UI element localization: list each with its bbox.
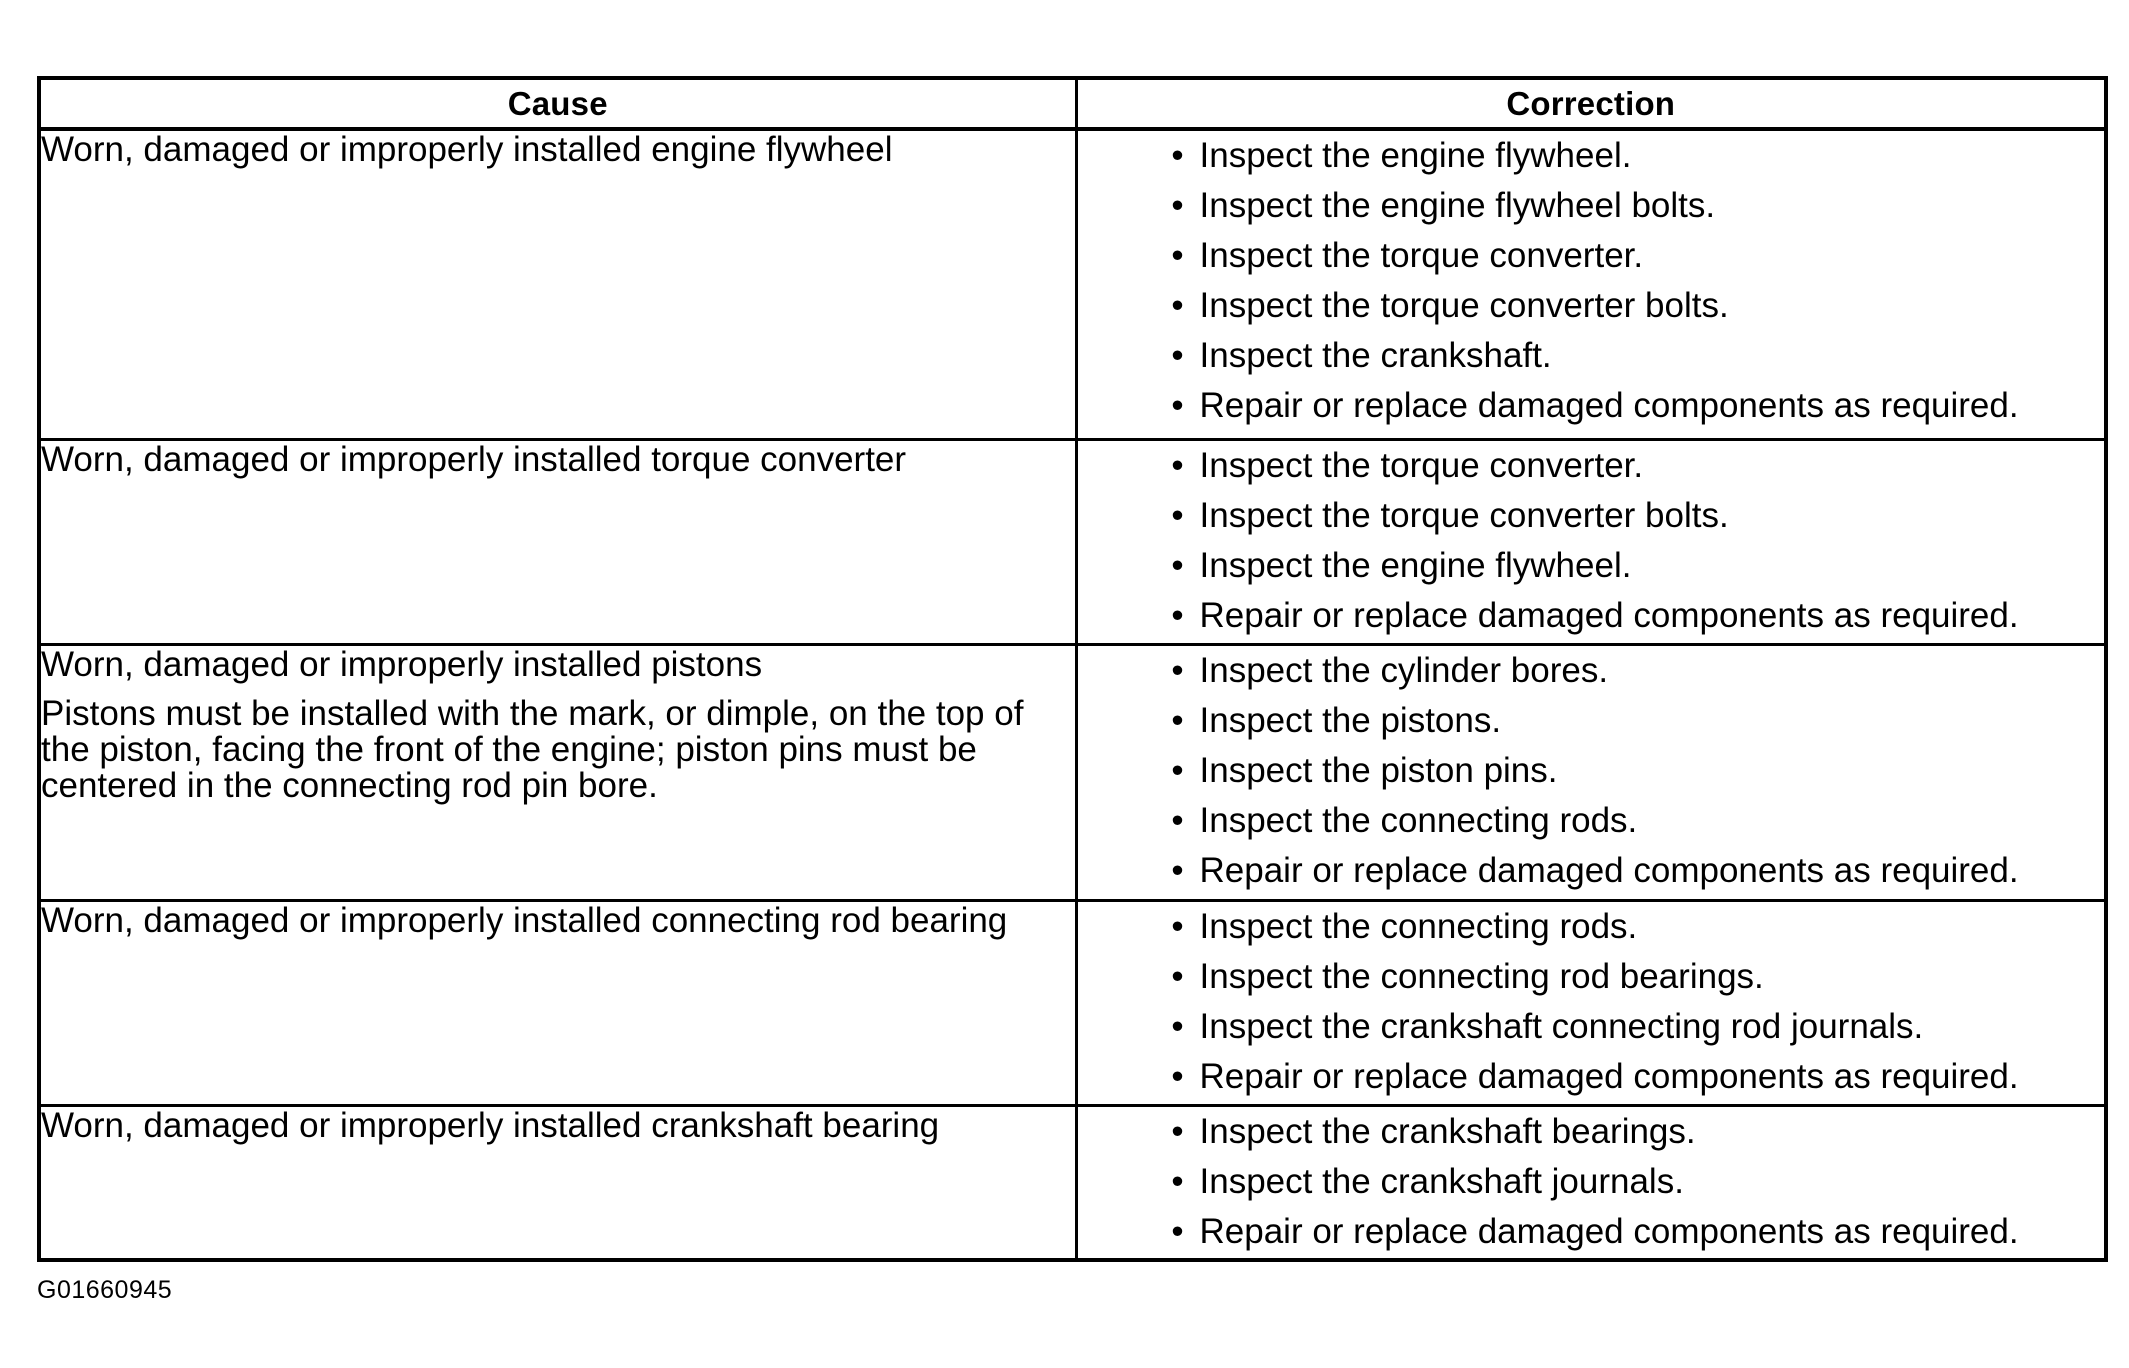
list-item xyxy=(1078,491,2105,541)
bullet-icon: • xyxy=(1171,650,1184,690)
correction-text: Repair or replace damaged components as required. xyxy=(1199,1056,2019,1096)
correction-cell xyxy=(1076,439,2106,644)
bullet-icon: • xyxy=(1171,495,1184,535)
cause-text: Worn, damaged or improperly installed engine flywheel xyxy=(41,130,893,169)
correction-text: Inspect the connecting rods. xyxy=(1199,906,1638,946)
table-row xyxy=(39,644,2106,900)
table-header-row xyxy=(39,78,2106,129)
bullet-icon: • xyxy=(1171,386,1184,425)
list-item xyxy=(1078,331,2105,381)
bullet-icon: • xyxy=(1171,336,1184,375)
correction-text: Inspect the torque converter. xyxy=(1199,236,1644,275)
correction-text: Repair or replace damaged components as required. xyxy=(1199,595,2019,635)
bullet-icon: • xyxy=(1171,186,1184,225)
table-row xyxy=(39,1105,2106,1260)
bullet-icon: • xyxy=(1171,956,1184,996)
correction-cell xyxy=(1076,129,2106,439)
diagnostic-table xyxy=(37,76,2108,1262)
correction-text: Inspect the engine flywheel bolts. xyxy=(1199,186,1716,225)
bullet-icon: • xyxy=(1171,850,1184,890)
correction-list xyxy=(1078,646,2105,896)
bullet-icon: • xyxy=(1171,1211,1184,1251)
list-item xyxy=(1078,646,2105,696)
list-item xyxy=(1078,902,2105,952)
cause-cell xyxy=(39,1105,1076,1260)
correction-text: Inspect the piston pins. xyxy=(1199,750,1558,790)
correction-text: Inspect the crankshaft bearings. xyxy=(1199,1111,1696,1151)
list-item xyxy=(1078,696,2105,746)
list-item xyxy=(1078,1157,2105,1207)
correction-text: Inspect the crankshaft journals. xyxy=(1199,1161,1684,1201)
list-item xyxy=(1078,131,2105,181)
table-row xyxy=(39,900,2106,1105)
bullet-icon: • xyxy=(1171,236,1184,275)
cause-text: Worn, damaged or improperly installed torque converter xyxy=(41,439,907,479)
correction-column-header: Correction xyxy=(1076,78,2106,129)
cause-cell xyxy=(39,644,1076,900)
cause-cell xyxy=(39,129,1076,439)
correction-text: Inspect the crankshaft. xyxy=(1199,336,1552,375)
list-item xyxy=(1078,846,2105,896)
bullet-icon: • xyxy=(1171,700,1184,740)
list-item xyxy=(1078,952,2105,1002)
correction-text: Inspect the torque converter bolts. xyxy=(1199,495,1729,535)
bullet-icon: • xyxy=(1171,800,1184,840)
correction-list xyxy=(1078,902,2105,1102)
cause-column-header: Cause xyxy=(39,78,1076,129)
correction-text: Repair or replace damaged components as required. xyxy=(1199,386,2019,425)
table-row xyxy=(39,439,2106,644)
list-item xyxy=(1078,181,2105,231)
bullet-icon: • xyxy=(1171,1056,1184,1096)
bullet-icon: • xyxy=(1171,136,1184,175)
list-item xyxy=(1078,1207,2105,1257)
table-body xyxy=(39,129,2106,1260)
list-item xyxy=(1078,231,2105,281)
bullet-icon: • xyxy=(1171,1006,1184,1046)
correction-text: Inspect the crankshaft connecting rod journals. xyxy=(1199,1006,1924,1046)
correction-text: Inspect the engine flywheel. xyxy=(1199,136,1632,175)
list-item xyxy=(1078,441,2105,491)
bullet-icon: • xyxy=(1171,445,1184,485)
correction-list xyxy=(1078,441,2105,641)
bullet-icon: • xyxy=(1171,595,1184,635)
correction-list xyxy=(1078,1107,2105,1257)
cause-text: Worn, damaged or improperly installed crankshaft bearing xyxy=(41,1105,940,1145)
bullet-icon: • xyxy=(1171,1161,1184,1201)
bullet-icon: • xyxy=(1171,1111,1184,1151)
correction-text: Repair or replace damaged components as required. xyxy=(1199,1211,2019,1251)
cause-cell xyxy=(39,439,1076,644)
bullet-icon: • xyxy=(1171,286,1184,325)
cause-cell xyxy=(39,900,1076,1105)
list-item xyxy=(1078,1002,2105,1052)
list-item xyxy=(1078,591,2105,641)
list-item xyxy=(1078,796,2105,846)
bullet-icon: • xyxy=(1171,545,1184,585)
figure-id-caption: G01660945 xyxy=(37,1276,173,1304)
correction-text: Inspect the connecting rods. xyxy=(1199,800,1638,840)
correction-text: Inspect the pistons. xyxy=(1199,700,1502,740)
cause-text: Worn, damaged or improperly installed connecting rod bearing xyxy=(41,900,1008,940)
correction-cell xyxy=(1076,1105,2106,1260)
correction-cell xyxy=(1076,900,2106,1105)
correction-text: Inspect the torque converter bolts. xyxy=(1199,286,1729,325)
bullet-icon: • xyxy=(1171,750,1184,790)
table-row xyxy=(39,129,2106,439)
cause-text: Worn, damaged or improperly installed pistons xyxy=(41,644,763,684)
correction-text: Inspect the engine flywheel. xyxy=(1199,545,1632,585)
list-item xyxy=(1078,541,2105,591)
list-item xyxy=(1078,1107,2105,1157)
list-item xyxy=(1078,1052,2105,1102)
correction-list xyxy=(1078,131,2105,431)
correction-cell xyxy=(1076,644,2106,900)
correction-text: Repair or replace damaged components as required. xyxy=(1199,850,2019,890)
list-item xyxy=(1078,381,2105,431)
bullet-icon: • xyxy=(1171,906,1184,946)
correction-text: Inspect the cylinder bores. xyxy=(1199,650,1609,690)
cause-note: Pistons must be installed with the mark, or dimple, on the top of the piston, facing the front of the engine; piston pins must be centered in the connecting rod pin bore. xyxy=(41,693,1024,805)
correction-text: Inspect the torque converter. xyxy=(1199,445,1644,485)
correction-text: Inspect the connecting rod bearings. xyxy=(1199,956,1764,996)
list-item xyxy=(1078,281,2105,331)
list-item xyxy=(1078,746,2105,796)
